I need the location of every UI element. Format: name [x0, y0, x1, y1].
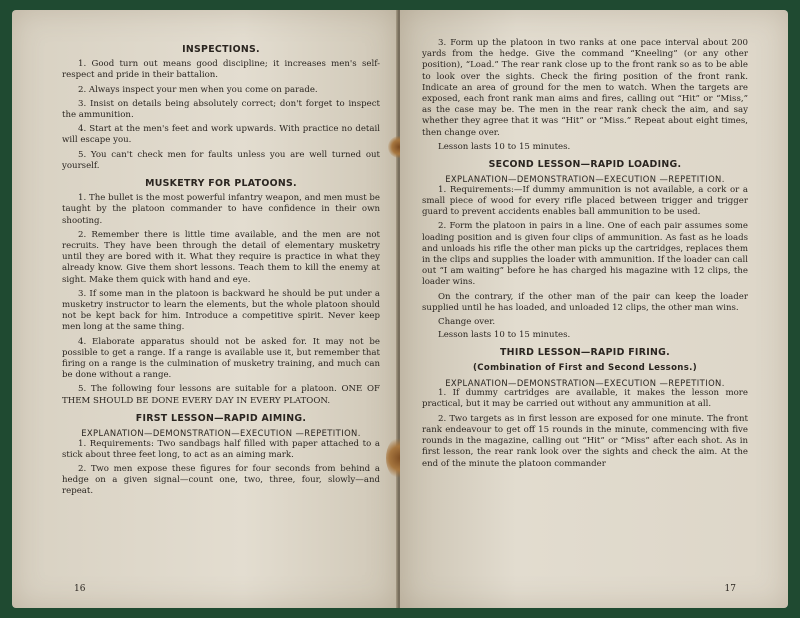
heading-second-lesson: SECOND LESSON—RAPID LOADING.: [488, 159, 682, 171]
musketry-para: 3. If some man in the platoon is backward he should be put under a musketry instructor to learn the elements, but the whole platoon should not be kept back for him. Introduce a competitive spirit. Never keep men long at the same thing.: [62, 288, 380, 333]
musketry-para: 5. The following four lessons are suitable for a platoon. ONE OF THEM SHOULD BE DONE EVERY DAY IN EVERY PLATOON.: [62, 384, 380, 406]
first-lesson-para: 2. Two men expose these figures for four seconds from behind a hedge on a given signal—count one, two, three, four, slowly—and repeat.: [62, 464, 380, 497]
second-lesson-para: On the contrary, if the other man of the pair can keep the loader supplied until he has loaded, and unloaded 12 clips, the other man wins.: [422, 291, 748, 313]
right-page: [400, 10, 788, 608]
heading-first-lesson: FIRST LESSON—RAPID AIMING.: [135, 412, 307, 424]
inspection-para: 3. Insist on details being absolutely correct; don't forget to inspect the ammunition.: [62, 98, 380, 121]
musketry-para: 1. The bullet is the most powerful infantry weapon, and men must be taught by the platoon commander to have confidence in their own shooting.: [62, 193, 380, 226]
second-lesson-subheading: EXPLANATION—DEMONSTRATION—EXECUTION —REPETITION.: [445, 174, 725, 185]
third-lesson-note: (Combination of First and Second Lessons.): [473, 362, 697, 373]
first-lesson-subheading: EXPLANATION—DEMONSTRATION—EXECUTION —REPETITION.: [81, 428, 361, 439]
heading-musketry: MUSKETRY FOR PLATOONS.: [145, 178, 297, 190]
third-lesson-para: 1. If dummy cartridges are available, it makes the lesson more practical, but it may be carried out without any ammunition at all.: [422, 388, 748, 410]
left-page: [12, 10, 398, 608]
heading-inspections: INSPECTIONS.: [182, 44, 260, 55]
lesson-duration: Lesson lasts 10 to 15 minutes.: [438, 141, 571, 152]
second-lesson-para: 2. Form the platoon in pairs in a line. One of each pair assumes some loading position and is given four clips of ammunition. As fast as he loads and unloads his rifle the other man picks up the cartridges, replaces them in the clips and supplies the loader with ammunition. If the loader can call out “I am waiting” before he has charged his magazine with 12 clips, the loader wins.: [422, 221, 748, 288]
heading-third-lesson: THIRD LESSON—RAPID FIRING.: [499, 347, 671, 359]
change-over-note: Change over.: [438, 316, 496, 327]
third-lesson-subheading: EXPLANATION—DEMONSTRATION—EXECUTION —REPETITION.: [445, 377, 725, 388]
inspection-para: 4. Start at the men's feet and work upwards. With practice no detail will escape you.: [62, 124, 380, 146]
first-lesson-para: 1. Requirements: Two sandbags half filled with paper attached to a stick about three feet long, to act as an aiming mark.: [62, 438, 380, 460]
intro-para: 3. Form up the platoon in two ranks at one pace interval about 200 yards from the hedge. Give the command “Kneeling” (or any other position), “Load.” The rear rank close up to the front rank so as to be able to look over the sights. Check the firing position of the front rank. Indicate an area of ground for the men to watch. When the targets are exposed, each front rank man aims and fires, calling out “Hit” or “Miss,” as the case may be. The men in the rear rank check the aim, and say whether they agree that it was “Hit” or “Miss.” Repeat about eight times, then change over.: [422, 38, 748, 138]
musketry-para: 2. Remember there is little time available, and the men are not recruits. They have been through the detail of elementary musketry until they are bored with it. What they require is practice in what they already know. Give them short lessons. Teach them to kill the enemy at sight. Make them quick with hand and eye.: [62, 229, 380, 285]
inspection-para: 1. Good turn out means good discipline; it increases men's self-respect and pride in their battalion.: [62, 59, 380, 81]
left-page-content: [62, 38, 380, 598]
page-number-right: 17: [724, 584, 736, 594]
third-lesson-para: 2. Two targets as in first lesson are exposed for one minute. The front rank endeavour to get off 15 rounds in the minute, commencing with five rounds in the magazine, calling out “Hit” or “Miss” after each shot. As in first lesson, the rear rank look over the sights and check the aim. At the end of the minute the platoon commander: [422, 413, 748, 469]
right-page-content: [422, 38, 748, 598]
musketry-para: 4. Elaborate apparatus should not be asked for. It may not be possible to get a range. If a range is available use it, but remember that firing on a range is the culmination of musketry training, and much can be done without a range.: [62, 336, 380, 381]
second-lesson-para: 1. Requirements:—If dummy ammunition is not available, a cork or a small piece of wood for every rifle placed between trigger and trigger guard to prevent accidents enables ball ammunition to be used.: [422, 184, 748, 218]
inspection-para: 5. You can't check men for faults unless you are well turned out yourself.: [62, 149, 380, 171]
inspection-para: 2. Always inspect your men when you come on parade.: [78, 84, 318, 95]
lesson-duration: Lesson lasts 10 to 15 minutes.: [438, 330, 571, 341]
booklet: [10, 10, 790, 608]
page-number-left: 16: [74, 584, 86, 594]
